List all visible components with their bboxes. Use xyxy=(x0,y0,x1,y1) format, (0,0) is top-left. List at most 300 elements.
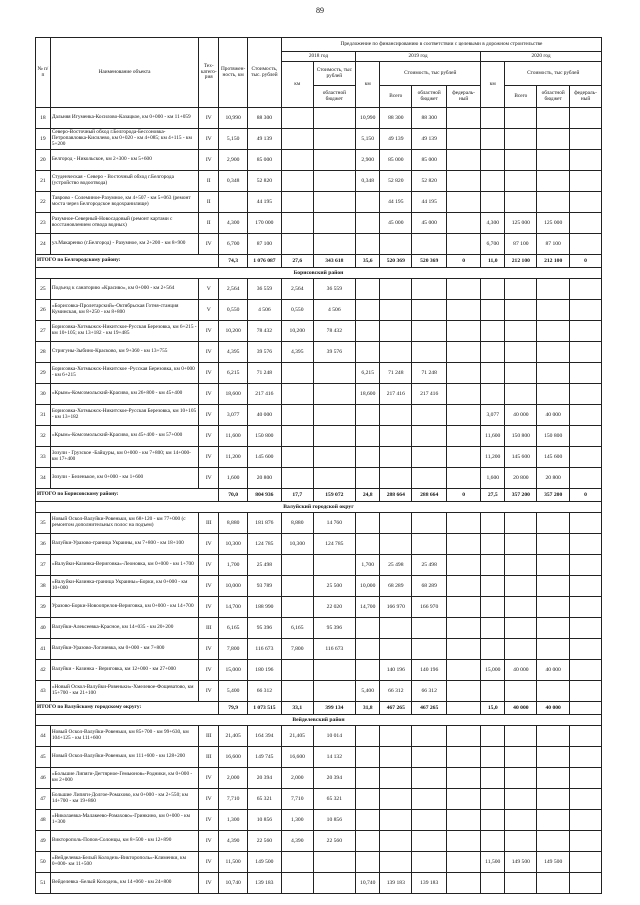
y20f-cell xyxy=(570,597,602,618)
header-2019-total: Всего xyxy=(380,86,412,108)
y19f-cell xyxy=(447,405,481,426)
table-row xyxy=(36,681,602,702)
row-number-cell: 19 xyxy=(36,129,51,150)
y20r-cell: 150 800 xyxy=(537,426,570,447)
cost-cell: 85 000 xyxy=(247,150,281,171)
table-row xyxy=(36,129,602,150)
y19f-cell xyxy=(447,426,481,447)
table-row xyxy=(36,468,602,489)
y19km-cell xyxy=(356,831,380,852)
table-row xyxy=(36,513,602,534)
y19t-cell: 71 248 xyxy=(380,363,412,384)
section-title: Валуйский городской округ xyxy=(36,502,602,513)
y19km-cell: 10,000 xyxy=(356,576,380,597)
len-cell: 10,300 xyxy=(219,534,248,555)
row-number-cell: 36 xyxy=(36,534,51,555)
total-label: ИТОГО по Белгородскому району: xyxy=(36,255,219,268)
row-number-cell: 42 xyxy=(36,660,51,681)
len-cell: 0,348 xyxy=(219,171,248,192)
cost-cell: 49 139 xyxy=(247,129,281,150)
cost-cell: 170 000 xyxy=(247,213,281,234)
y20t-cell xyxy=(505,108,537,129)
total-y19t-cell: 520 369 xyxy=(380,255,412,268)
y20t-cell xyxy=(505,831,537,852)
y18c-cell xyxy=(313,234,355,255)
total-len-cell: 70,0 xyxy=(219,489,248,502)
y19r-cell xyxy=(412,747,447,768)
cost-cell: 22 560 xyxy=(247,831,281,852)
y20km-cell xyxy=(481,681,505,702)
total-label: ИТОГО по Борисовскому району: xyxy=(36,489,219,502)
y19r-cell: 217 416 xyxy=(412,384,447,405)
y19t-cell: 140 196 xyxy=(380,660,412,681)
section-row xyxy=(36,268,602,279)
y19km-cell: 10,740 xyxy=(356,873,380,894)
y19km-cell: 10,990 xyxy=(356,108,380,129)
y20r-cell xyxy=(537,618,570,639)
y20r-cell xyxy=(537,810,570,831)
total-y19f-cell: 0 xyxy=(447,489,481,502)
y20t-cell: 150 800 xyxy=(505,426,537,447)
y19r-cell xyxy=(412,447,447,468)
y19t-cell: 25 498 xyxy=(380,555,412,576)
total-y20r-cell: 357 200 xyxy=(537,489,570,502)
object-name-cell: «Николаевка-Малакеево-Ромахово»-Гринкино, км 0+000 - км 1+300 xyxy=(50,810,198,831)
y20f-cell xyxy=(570,447,602,468)
y18c-cell xyxy=(313,681,355,702)
y18c-cell xyxy=(313,384,355,405)
total-y20r-cell: 40 000 xyxy=(537,702,570,715)
total-cost-cell: 804 936 xyxy=(247,489,281,502)
y20km-cell xyxy=(481,576,505,597)
y19km-cell: 14,700 xyxy=(356,597,380,618)
category-cell: V xyxy=(199,279,219,300)
y19f-cell xyxy=(447,363,481,384)
y20km-cell xyxy=(481,810,505,831)
y19f-cell xyxy=(447,660,481,681)
y20km-cell xyxy=(481,150,505,171)
y18km-cell xyxy=(281,681,313,702)
total-y19t-cell: 288 664 xyxy=(380,489,412,502)
cost-cell: 20 800 xyxy=(247,468,281,489)
total-y18km-cell: 27,6 xyxy=(281,255,313,268)
y18km-cell xyxy=(281,852,313,873)
table-row xyxy=(36,234,602,255)
y20r-cell xyxy=(537,534,570,555)
y20t-cell xyxy=(505,810,537,831)
y19km-cell xyxy=(356,747,380,768)
y18km-cell xyxy=(281,426,313,447)
section-row xyxy=(36,502,602,513)
cost-cell: 149 745 xyxy=(247,747,281,768)
cost-cell: 20 394 xyxy=(247,768,281,789)
row-number-cell: 41 xyxy=(36,639,51,660)
y19f-cell xyxy=(447,555,481,576)
y20f-cell xyxy=(570,342,602,363)
y20km-cell xyxy=(481,555,505,576)
y18km-cell: 7,710 xyxy=(281,789,313,810)
cost-cell: 36 559 xyxy=(247,279,281,300)
cost-cell: 145 600 xyxy=(247,447,281,468)
y19r-cell: 68 289 xyxy=(412,576,447,597)
y20r-cell xyxy=(537,342,570,363)
len-cell: 15,000 xyxy=(219,660,248,681)
table-row xyxy=(36,342,602,363)
cost-cell: 40 000 xyxy=(247,405,281,426)
y19t-cell xyxy=(380,405,412,426)
table-row xyxy=(36,768,602,789)
total-y18km-cell: 33,1 xyxy=(281,702,313,715)
y20t-cell xyxy=(505,768,537,789)
y18km-cell: 6,165 xyxy=(281,618,313,639)
len-cell: 5,150 xyxy=(219,129,248,150)
y18km-cell: 7,800 xyxy=(281,639,313,660)
len-cell: 1,600 xyxy=(219,468,248,489)
cost-cell: 71 248 xyxy=(247,363,281,384)
header-2020-federal: федераль-ный xyxy=(570,86,602,108)
row-number-cell: 44 xyxy=(36,726,51,747)
total-cost-cell: 1 073 515 xyxy=(247,702,281,715)
category-cell: IV xyxy=(199,342,219,363)
y20r-cell xyxy=(537,513,570,534)
cost-cell: 181 876 xyxy=(247,513,281,534)
total-y19km-cell: 35,6 xyxy=(356,255,380,268)
y20r-cell xyxy=(537,300,570,321)
cost-cell: 88 300 xyxy=(247,108,281,129)
total-row xyxy=(36,255,602,268)
cost-cell: 180 196 xyxy=(247,660,281,681)
y19km-cell xyxy=(356,660,380,681)
y19r-cell: 71 248 xyxy=(412,363,447,384)
y19f-cell xyxy=(447,873,481,894)
y20f-cell xyxy=(570,726,602,747)
header-2019-cost: Стоимость, тыс рублей xyxy=(380,62,481,86)
y18km-cell xyxy=(281,468,313,489)
y20t-cell xyxy=(505,618,537,639)
y19km-cell: 2,900 xyxy=(356,150,380,171)
object-name-cell: Зозули - Грузское -Байцуры, км 0+000 - км 7+800; км 14+000- км 17+400 xyxy=(50,447,198,468)
table-header xyxy=(36,38,602,108)
header-num: № п/п xyxy=(36,38,51,108)
cost-cell: 164 394 xyxy=(247,726,281,747)
y19km-cell: 0,348 xyxy=(356,171,380,192)
total-y20t-cell: 212 100 xyxy=(505,255,537,268)
y20r-cell xyxy=(537,108,570,129)
y20f-cell xyxy=(570,513,602,534)
category-cell: III xyxy=(199,513,219,534)
y18km-cell xyxy=(281,660,313,681)
y20f-cell xyxy=(570,852,602,873)
category-cell: III xyxy=(199,726,219,747)
total-y20f-cell xyxy=(570,702,602,715)
y20km-cell xyxy=(481,747,505,768)
y20f-cell xyxy=(570,660,602,681)
row-number-cell: 34 xyxy=(36,468,51,489)
y19f-cell xyxy=(447,279,481,300)
category-cell: IV xyxy=(199,468,219,489)
y18c-cell: 10 856 xyxy=(313,810,355,831)
y20f-cell xyxy=(570,534,602,555)
y20r-cell xyxy=(537,555,570,576)
len-cell: 10,200 xyxy=(219,321,248,342)
y18c-cell: 116 673 xyxy=(313,639,355,660)
row-number-cell: 23 xyxy=(36,213,51,234)
y19f-cell xyxy=(447,171,481,192)
cost-cell: 78 432 xyxy=(247,321,281,342)
object-name-cell: Стригуны-Зыбино-Красково, км 9+360 - км 13+755 xyxy=(50,342,198,363)
y19r-cell: 85 000 xyxy=(412,150,447,171)
total-len-cell: 74,3 xyxy=(219,255,248,268)
category-cell: IV xyxy=(199,576,219,597)
y20r-cell xyxy=(537,129,570,150)
y20km-cell xyxy=(481,279,505,300)
row-number-cell: 35 xyxy=(36,513,51,534)
total-y19t-cell: 467 265 xyxy=(380,702,412,715)
y20f-cell xyxy=(570,768,602,789)
y19r-cell xyxy=(412,342,447,363)
y19t-cell xyxy=(380,468,412,489)
y19km-cell: 18,600 xyxy=(356,384,380,405)
table-row xyxy=(36,213,602,234)
category-cell: IV xyxy=(199,150,219,171)
y19f-cell xyxy=(447,768,481,789)
object-name-cell: Новый Оскол-Валуйки-Ровеньки, км 111+600 - км 128+200 xyxy=(50,747,198,768)
table-row xyxy=(36,852,602,873)
y20r-cell: 20 800 xyxy=(537,468,570,489)
y20km-cell: 3,077 xyxy=(481,405,505,426)
category-cell: IV xyxy=(199,810,219,831)
y18c-cell xyxy=(313,873,355,894)
y18km-cell xyxy=(281,555,313,576)
cost-cell: 52 820 xyxy=(247,171,281,192)
y19f-cell xyxy=(447,810,481,831)
y18c-cell: 22 560 xyxy=(313,831,355,852)
y19km-cell: 1,700 xyxy=(356,555,380,576)
y19km-cell xyxy=(356,534,380,555)
row-number-cell: 37 xyxy=(36,555,51,576)
total-y18c-cell: 399 134 xyxy=(313,702,355,715)
category-cell: IV xyxy=(199,363,219,384)
y18km-cell: 10,200 xyxy=(281,321,313,342)
y20t-cell xyxy=(505,726,537,747)
y18km-cell xyxy=(281,192,313,213)
y18c-cell xyxy=(313,363,355,384)
cost-cell: 4 506 xyxy=(247,300,281,321)
len-cell: 16,600 xyxy=(219,747,248,768)
y20f-cell xyxy=(570,747,602,768)
object-name-cell: Валуйки-Алексеевка-Красное, км 14+035 - км 20+200 xyxy=(50,618,198,639)
table-row xyxy=(36,384,602,405)
object-name-cell: Валуйки-Уразово-Логачевка, км 0+000 - км 7+800 xyxy=(50,639,198,660)
category-cell: III xyxy=(199,618,219,639)
row-number-cell: 24 xyxy=(36,234,51,255)
total-y20km-cell: 27,5 xyxy=(481,489,505,502)
y19km-cell xyxy=(356,279,380,300)
cost-cell: 95 396 xyxy=(247,618,281,639)
y19t-cell xyxy=(380,618,412,639)
y20km-cell xyxy=(481,129,505,150)
y20r-cell xyxy=(537,789,570,810)
y19r-cell: 25 498 xyxy=(412,555,447,576)
total-len-cell: 79,9 xyxy=(219,702,248,715)
header-length: Протяжен-ность, км xyxy=(219,38,248,108)
object-name-cell: «Валуйки-Казинка-Вериговка»-Леоновка, км 0+000 - км 1+700 xyxy=(50,555,198,576)
y20km-cell xyxy=(481,597,505,618)
y19f-cell xyxy=(447,213,481,234)
y19km-cell xyxy=(356,447,380,468)
y18km-cell: 0,550 xyxy=(281,300,313,321)
y19t-cell: 88 300 xyxy=(380,108,412,129)
y19t-cell: 49 139 xyxy=(380,129,412,150)
y20f-cell xyxy=(570,150,602,171)
header-cost: Стоимость, тыс. рублей xyxy=(247,38,281,108)
y20r-cell xyxy=(537,747,570,768)
table-row xyxy=(36,321,602,342)
y19km-cell xyxy=(356,342,380,363)
y19km-cell xyxy=(356,639,380,660)
y19km-cell xyxy=(356,426,380,447)
row-number-cell: 32 xyxy=(36,426,51,447)
y19f-cell xyxy=(447,534,481,555)
table-row xyxy=(36,660,602,681)
total-y19r-cell: 467 265 xyxy=(412,702,447,715)
total-row xyxy=(36,702,602,715)
y19km-cell: 5,400 xyxy=(356,681,380,702)
y19t-cell xyxy=(380,279,412,300)
len-cell: 2,000 xyxy=(219,768,248,789)
y20km-cell: 1,600 xyxy=(481,468,505,489)
row-number-cell: 46 xyxy=(36,768,51,789)
y20r-cell: 40 000 xyxy=(537,660,570,681)
y20f-cell xyxy=(570,639,602,660)
y19t-cell: 66 312 xyxy=(380,681,412,702)
y19km-cell xyxy=(356,300,380,321)
object-name-cell: «Вейделевка-Белый Колодезь-Викторополь»-Клименки, км 0+000- км 11+500 xyxy=(50,852,198,873)
y19r-cell xyxy=(412,768,447,789)
category-cell: II xyxy=(199,192,219,213)
y19f-cell xyxy=(447,108,481,129)
y20km-cell xyxy=(481,108,505,129)
y19r-cell: 88 300 xyxy=(412,108,447,129)
cost-cell: 124 785 xyxy=(247,534,281,555)
row-number-cell: 49 xyxy=(36,831,51,852)
y19km-cell: 5,150 xyxy=(356,129,380,150)
y18c-cell xyxy=(313,852,355,873)
y19f-cell xyxy=(447,300,481,321)
y20t-cell xyxy=(505,342,537,363)
y19t-cell xyxy=(380,447,412,468)
y19r-cell: 140 196 xyxy=(412,660,447,681)
header-2020-km: км xyxy=(481,62,505,108)
y18km-cell xyxy=(281,576,313,597)
table-row xyxy=(36,447,602,468)
category-cell: II xyxy=(199,213,219,234)
y20r-cell xyxy=(537,831,570,852)
header-2019: 2019 год xyxy=(356,52,481,62)
header-2018-km: км xyxy=(281,62,313,108)
y18c-cell: 124 785 xyxy=(313,534,355,555)
y19km-cell xyxy=(356,468,380,489)
y20f-cell xyxy=(570,321,602,342)
y20r-cell xyxy=(537,597,570,618)
y19f-cell xyxy=(447,618,481,639)
y19r-cell xyxy=(412,279,447,300)
category-cell: IV xyxy=(199,789,219,810)
object-name-cell: Валуйки - Казинка - Вериговка, км 12+000 - км 27+000 xyxy=(50,660,198,681)
len-cell: 7,710 xyxy=(219,789,248,810)
object-name-cell: Викторополь-Попов-Солонцы, км 8+500 - км 12+890 xyxy=(50,831,198,852)
y19t-cell: 68 289 xyxy=(380,576,412,597)
y20f-cell xyxy=(570,108,602,129)
len-cell: 10,740 xyxy=(219,873,248,894)
category-cell: IV xyxy=(199,384,219,405)
y20km-cell: 11,200 xyxy=(481,447,505,468)
y18km-cell xyxy=(281,108,313,129)
y20t-cell xyxy=(505,747,537,768)
table-row xyxy=(36,363,602,384)
category-cell: II xyxy=(199,171,219,192)
y19km-cell xyxy=(356,192,380,213)
y19r-cell xyxy=(412,789,447,810)
y18km-cell xyxy=(281,597,313,618)
total-y18c-cell: 343 618 xyxy=(313,255,355,268)
total-cost-cell: 1 076 087 xyxy=(247,255,281,268)
y20t-cell xyxy=(505,363,537,384)
total-y20t-cell: 40 000 xyxy=(505,702,537,715)
total-y19f-cell xyxy=(447,702,481,715)
cost-cell: 188 990 xyxy=(247,597,281,618)
y20f-cell xyxy=(570,555,602,576)
total-y18c-cell: 159 072 xyxy=(313,489,355,502)
y19f-cell xyxy=(447,342,481,363)
y18c-cell: 78 432 xyxy=(313,321,355,342)
y19f-cell xyxy=(447,468,481,489)
object-name-cell: «Большие Липяги-Дегтярное-Гемьюнов»-Родники, км 0+000 - км 2+000 xyxy=(50,768,198,789)
row-number-cell: 48 xyxy=(36,810,51,831)
category-cell: IV xyxy=(199,426,219,447)
y20km-cell xyxy=(481,618,505,639)
header-2019-regional: областной бюджет xyxy=(412,86,447,108)
y20km-cell xyxy=(481,513,505,534)
len-cell: 4,390 xyxy=(219,831,248,852)
y18km-cell xyxy=(281,384,313,405)
y20f-cell xyxy=(570,873,602,894)
category-cell: IV xyxy=(199,405,219,426)
len-cell: 5,400 xyxy=(219,681,248,702)
y20r-cell xyxy=(537,681,570,702)
y18c-cell: 95 396 xyxy=(313,618,355,639)
y19f-cell xyxy=(447,639,481,660)
table-body xyxy=(36,108,602,894)
object-name-cell: Борисовка-Хотмыжск-Никитское -Русская Березовка, км 0+000 - км 6+215 xyxy=(50,363,198,384)
y19f-cell xyxy=(447,852,481,873)
y20t-cell xyxy=(505,192,537,213)
y19t-cell: 217 416 xyxy=(380,384,412,405)
category-cell: IV xyxy=(199,873,219,894)
y18c-cell xyxy=(313,171,355,192)
page-number: 89 xyxy=(316,6,324,15)
category-cell: IV xyxy=(199,129,219,150)
y20r-cell: 145 600 xyxy=(537,447,570,468)
object-name-cell: «Борисовка-Пролетарский»-Октябрьская Готня-станция Куминская, км 8+250 - км 8+800 xyxy=(50,300,198,321)
y18km-cell: 4,395 xyxy=(281,342,313,363)
category-cell: IV xyxy=(199,639,219,660)
object-name-cell: Уразово-Борки-Новоопрелов-Вериговка, км 0+000 - км 14+700 xyxy=(50,597,198,618)
y19t-cell xyxy=(380,768,412,789)
y19r-cell xyxy=(412,468,447,489)
header-2018-regional: областной бюджет xyxy=(313,86,355,108)
y20km-cell: 15,000 xyxy=(481,660,505,681)
